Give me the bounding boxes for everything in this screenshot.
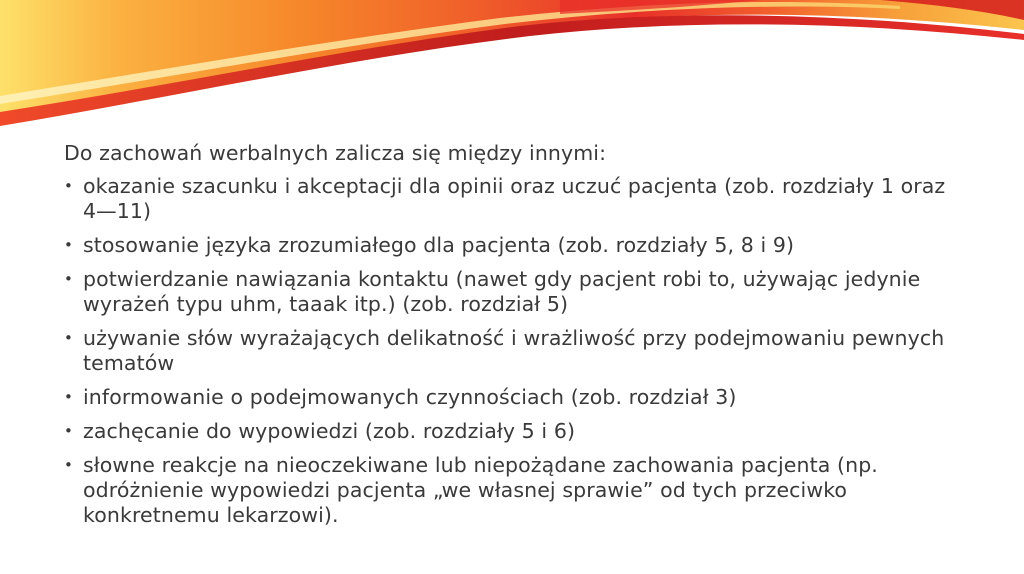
bullet-icon: • (64, 456, 73, 474)
bullet-icon: • (64, 270, 73, 288)
list-item (64, 326, 964, 376)
list-item-text: stosowanie języka zrozumiałego dla pacjenta (zob. rozdziały 5, 8 i 9) (83, 233, 795, 257)
bullet-list (64, 174, 964, 528)
bullet-icon: • (64, 177, 73, 195)
list-item (64, 174, 964, 224)
list-item-text: zachęcanie do wypowiedzi (zob. rozdziały 5 i 6) (83, 419, 576, 443)
bullet-icon: • (64, 236, 73, 254)
list-item (64, 267, 964, 317)
bullet-icon: • (64, 422, 73, 440)
list-item-text: okazanie szacunku i akceptacji dla opinii oraz uczuć pacjenta (zob. rozdziały 1 oraz 4—11) (83, 174, 946, 223)
list-item-text: potwierdzanie nawiązania kontaktu (nawet gdy pacjent robi to, używając jedynie wyrażeń typu uhm, taaak itp.) (zob. rozdział 5) (83, 267, 921, 316)
slide-body (64, 141, 964, 537)
bullet-icon: • (64, 388, 73, 406)
bullet-icon: • (64, 329, 73, 347)
list-item-text: słowne reakcje na nieoczekiwane lub niepożądane zachowania pacjenta (np. odróżnienie wypowiedzi pacjenta „we własnej sprawie” od tych przeciwko konkretnemu lekarzowi). (83, 453, 878, 527)
intro-text: Do zachowań werbalnych zalicza się między innymi: (64, 141, 607, 165)
list-item (64, 453, 964, 528)
list-item-text: używanie słów wyrażających delikatność i wrażliwość przy podejmowaniu pewnych tematów (83, 326, 945, 375)
list-item-text: informowanie o podejmowanych czynnościach (zob. rozdział 3) (83, 385, 737, 409)
decorative-banner (0, 0, 1024, 130)
list-item (64, 385, 964, 410)
list-item (64, 233, 964, 258)
list-item (64, 419, 964, 444)
